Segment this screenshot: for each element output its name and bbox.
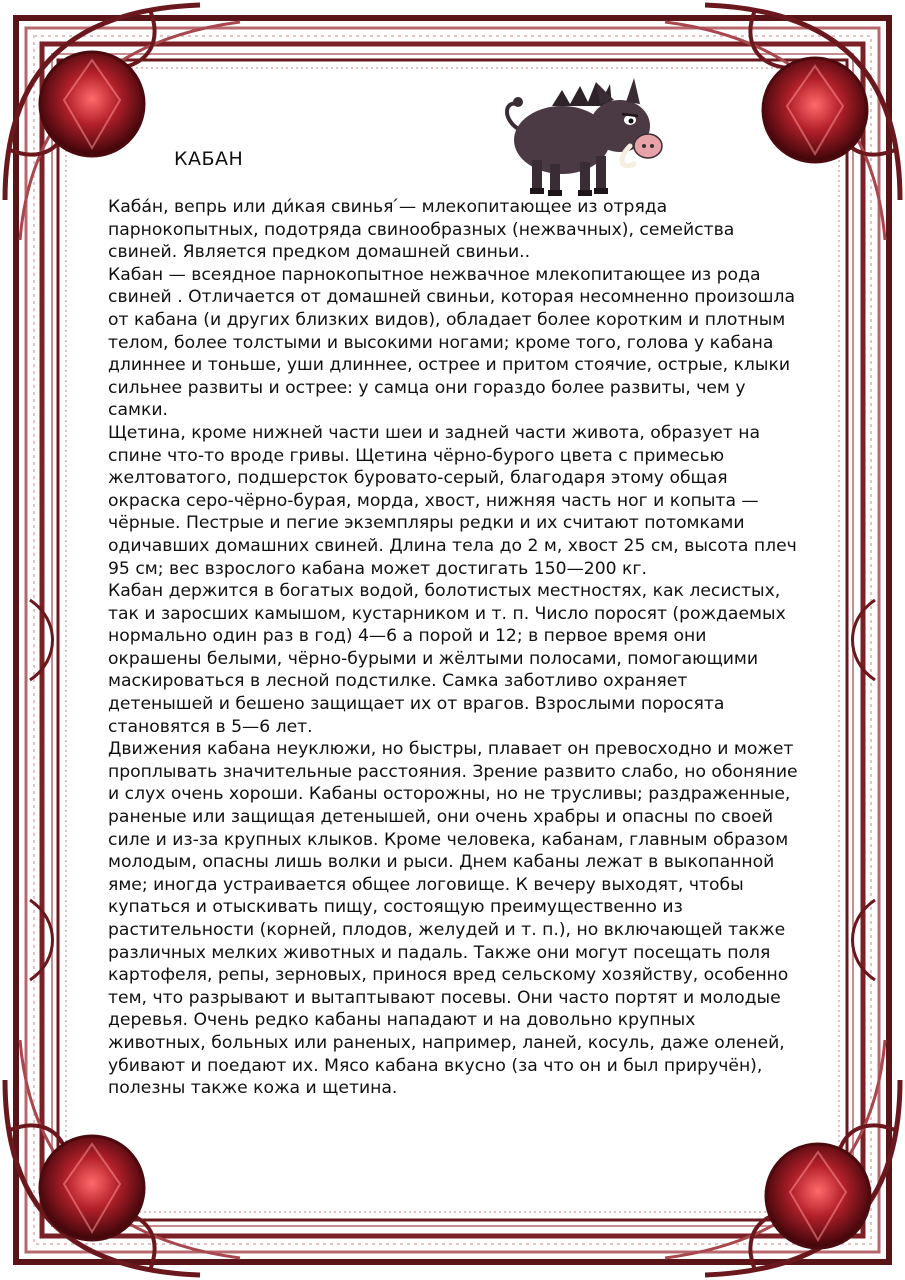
paragraph: Кабан — всеядное парнокопытное нежвачное млекопитающее из рода свиней . Отличается от домашней свиньи, которая несомненно произошла от кабана (и других близких видов), обладает более коротким и плотным телом, более толстыми и высокими ногами; кроме того, голова у кабана длиннее и тоньше, уши длиннее, острее и притом стоячие, острые, клыки сильнее развиты и острее: у самца они гораздо более развиты, чем у самки. (108, 264, 796, 421)
article-body (108, 196, 798, 1100)
boar-illustration (492, 60, 672, 200)
paragraph: Каба́н, вепрь или ди́кая свинья ́— млекопитающее из отряда парнокопытных, подотряда свинообразных (нежвачных), семейства свиней. Является предком домашней свиньи.. (108, 197, 735, 263)
page-title: КАБАН (174, 148, 244, 170)
paragraph: Щетина, кроме нижней части шеи и задней части живота, образует на спине что-то вроде гривы. Щетина чёрно-бурого цвета с примесью желтоватого, подшерсток буровато-серый, благодаря этому общая окраска серо-чёрно-бурая, морда, хвост, нижняя часть ног и копыта — чёрные. Пестрые и пегие экземпляры редки и их считают потомками одичавших домашних свиней. Длина тела до 2 м, хвост 25 см, высота плеч 95 см; вес взрослого кабана может достигать 150—200 кг. (108, 422, 797, 579)
paragraph: Кабан держится в богатых водой, болотистых местностях, как лесистых, так и заросших камышом, кустарником и т. п. Число поросят (рождаемых нормально один раз в год) 4—6 а порой и 12; в первое время они окрашены белыми, чёрно-бурыми и жёлтыми полосами, помогающими маскироваться в лесной подстилке. Самка заботливо охраняет детенышей и бешено защищает их от врагов. Взрослыми поросята становятся в 5—6 лет. (108, 581, 786, 737)
paragraph: Движения кабана неуклюжи, но быстры, плавает он превосходно и может проплывать значительные расстояния. Зрение развито слабо, но обоняние и слух очень хороши. Кабаны осторожны, но не трусливы; раздраженные, раненые или защищая детенышей, они очень храбры и опасны по своей силе и из-за крупных клыков. Кроме человека, кабанам, главным образом молодым, опасны лишь волки и рыси. Днем кабаны лежат в выкопанной яме; иногда устраивается общее логовище. К вечеру выходят, чтобы купаться и отыскивать пищу, состоящую преимущественно из растительности (корней, плодов, желудей и т. п.), но включающей также различных мелких животных и падаль. Также они могут посещать поля картофеля, репы, зерновых, принося вред сельскому хозяйству, особенно тем, что разрывают и вытаптывают посевы. Они часто портят и молодые деревья. Очень редко кабаны нападают и на довольно крупных животных, больных или раненых, например, ланей, косуль, даже оленей, убивают и поедают их. Мясо кабана вкусно (за что он и был приручён), полезны также кожа и щетина. (108, 739, 798, 1099)
